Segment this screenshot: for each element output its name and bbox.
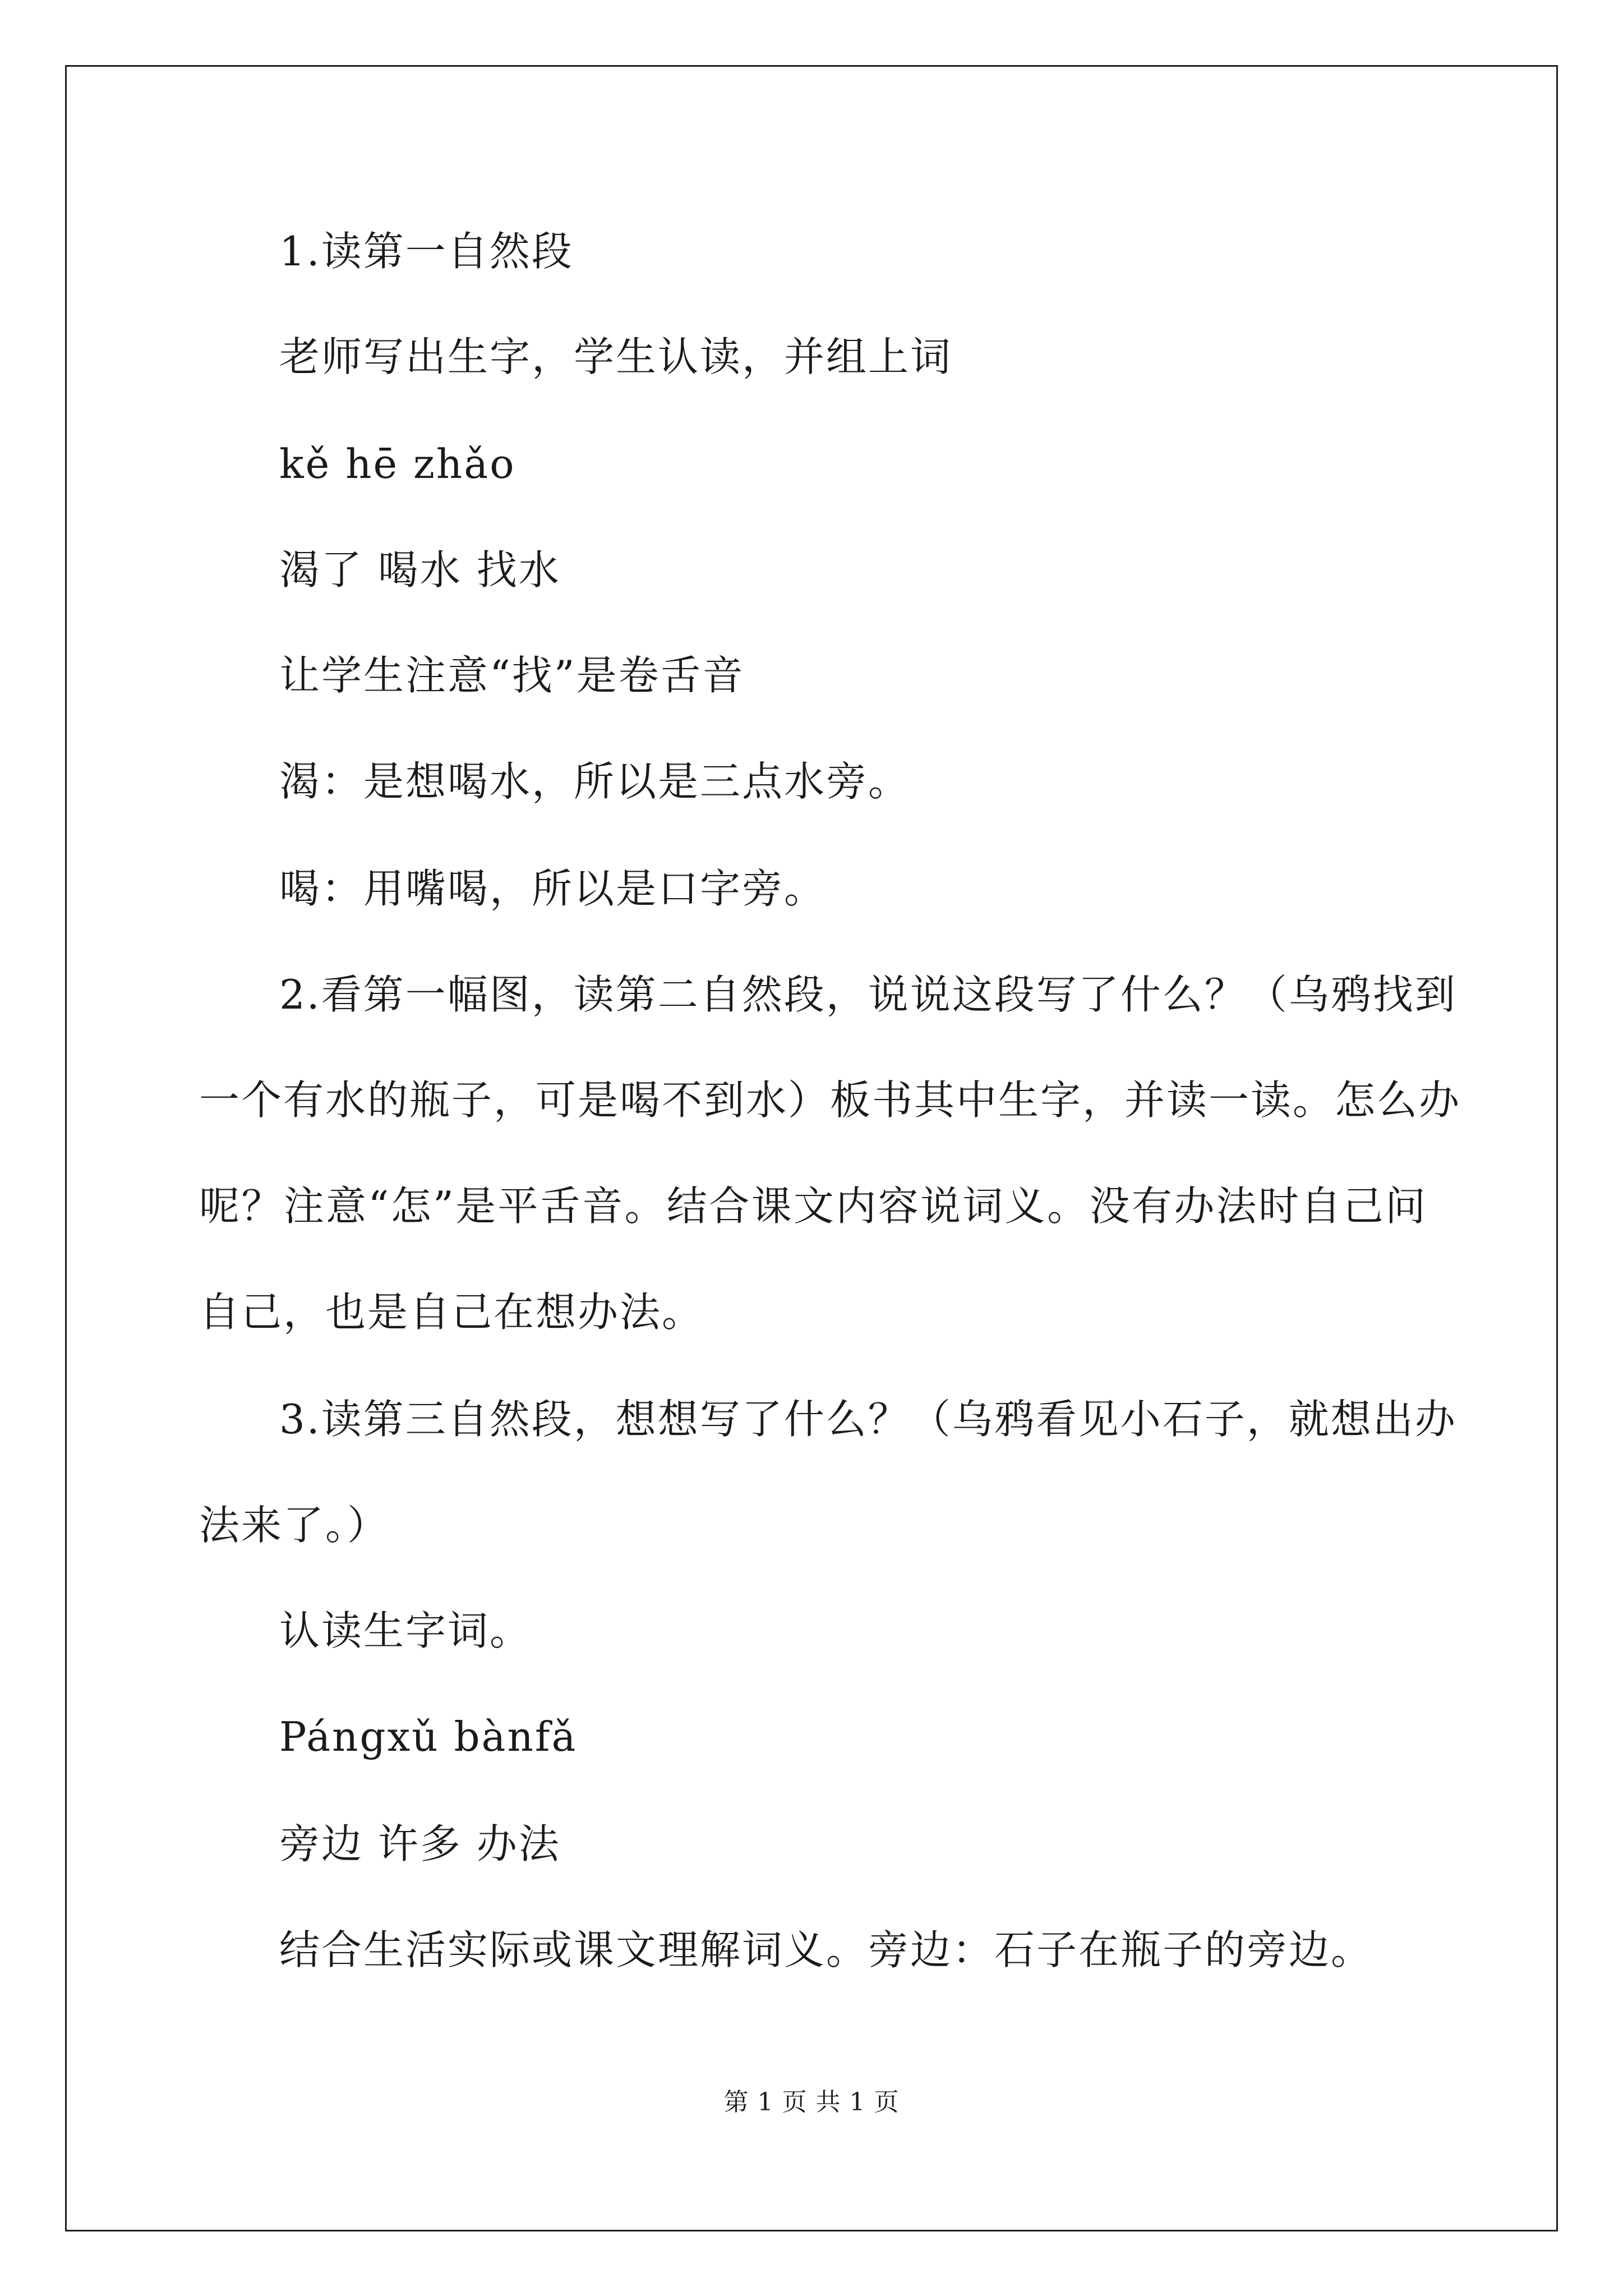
paragraph-line: 让学生注意“找”是卷舌音: [279, 652, 745, 699]
paragraph-line: 一个有水的瓶子，可是喝不到水）板书其中生字，并读一读。怎么办: [199, 1076, 1461, 1124]
paragraph-line: 自己，也是自己在想办法。: [199, 1289, 704, 1336]
paragraph-line: 呢？注意“怎”是平舌音。结合课文内容说词义。没有办法时自己问: [199, 1182, 1427, 1230]
pinyin-line: kě hē zhǎo: [279, 440, 516, 487]
paragraph-line: 老师写出生字，学生认读，并组上词: [279, 333, 953, 380]
paragraph-line: 1.读第一自然段: [279, 228, 574, 275]
paragraph-line: 认读生字词。: [279, 1607, 532, 1654]
page-border: [65, 65, 1558, 2231]
paragraph-line: 喝：用嘴喝，所以是口字旁。: [279, 865, 827, 912]
paragraph-line: 渴：是想喝水，所以是三点水旁。: [279, 758, 911, 805]
paragraph-line: 2.看第一幅图，读第二自然段，说说这段写了什么？（乌鸦找到: [279, 971, 1457, 1018]
paragraph-line: 渴了 喝水 找水: [279, 546, 561, 593]
page-number-footer: 第 1 页 共 1 页: [723, 2088, 900, 2116]
pinyin-line: Pángxǔ bànfǎ: [279, 1713, 578, 1760]
paragraph-line: 结合生活实际或课文理解词义。旁边：石子在瓶子的旁边。: [279, 1926, 1373, 1973]
paragraph-line: 旁边 许多 办法: [279, 1820, 561, 1867]
paragraph-line: 3.读第三自然段，想想写了什么？（乌鸦看见小石子，就想出办: [279, 1396, 1457, 1443]
paragraph-line: 法来了。）: [199, 1502, 390, 1549]
